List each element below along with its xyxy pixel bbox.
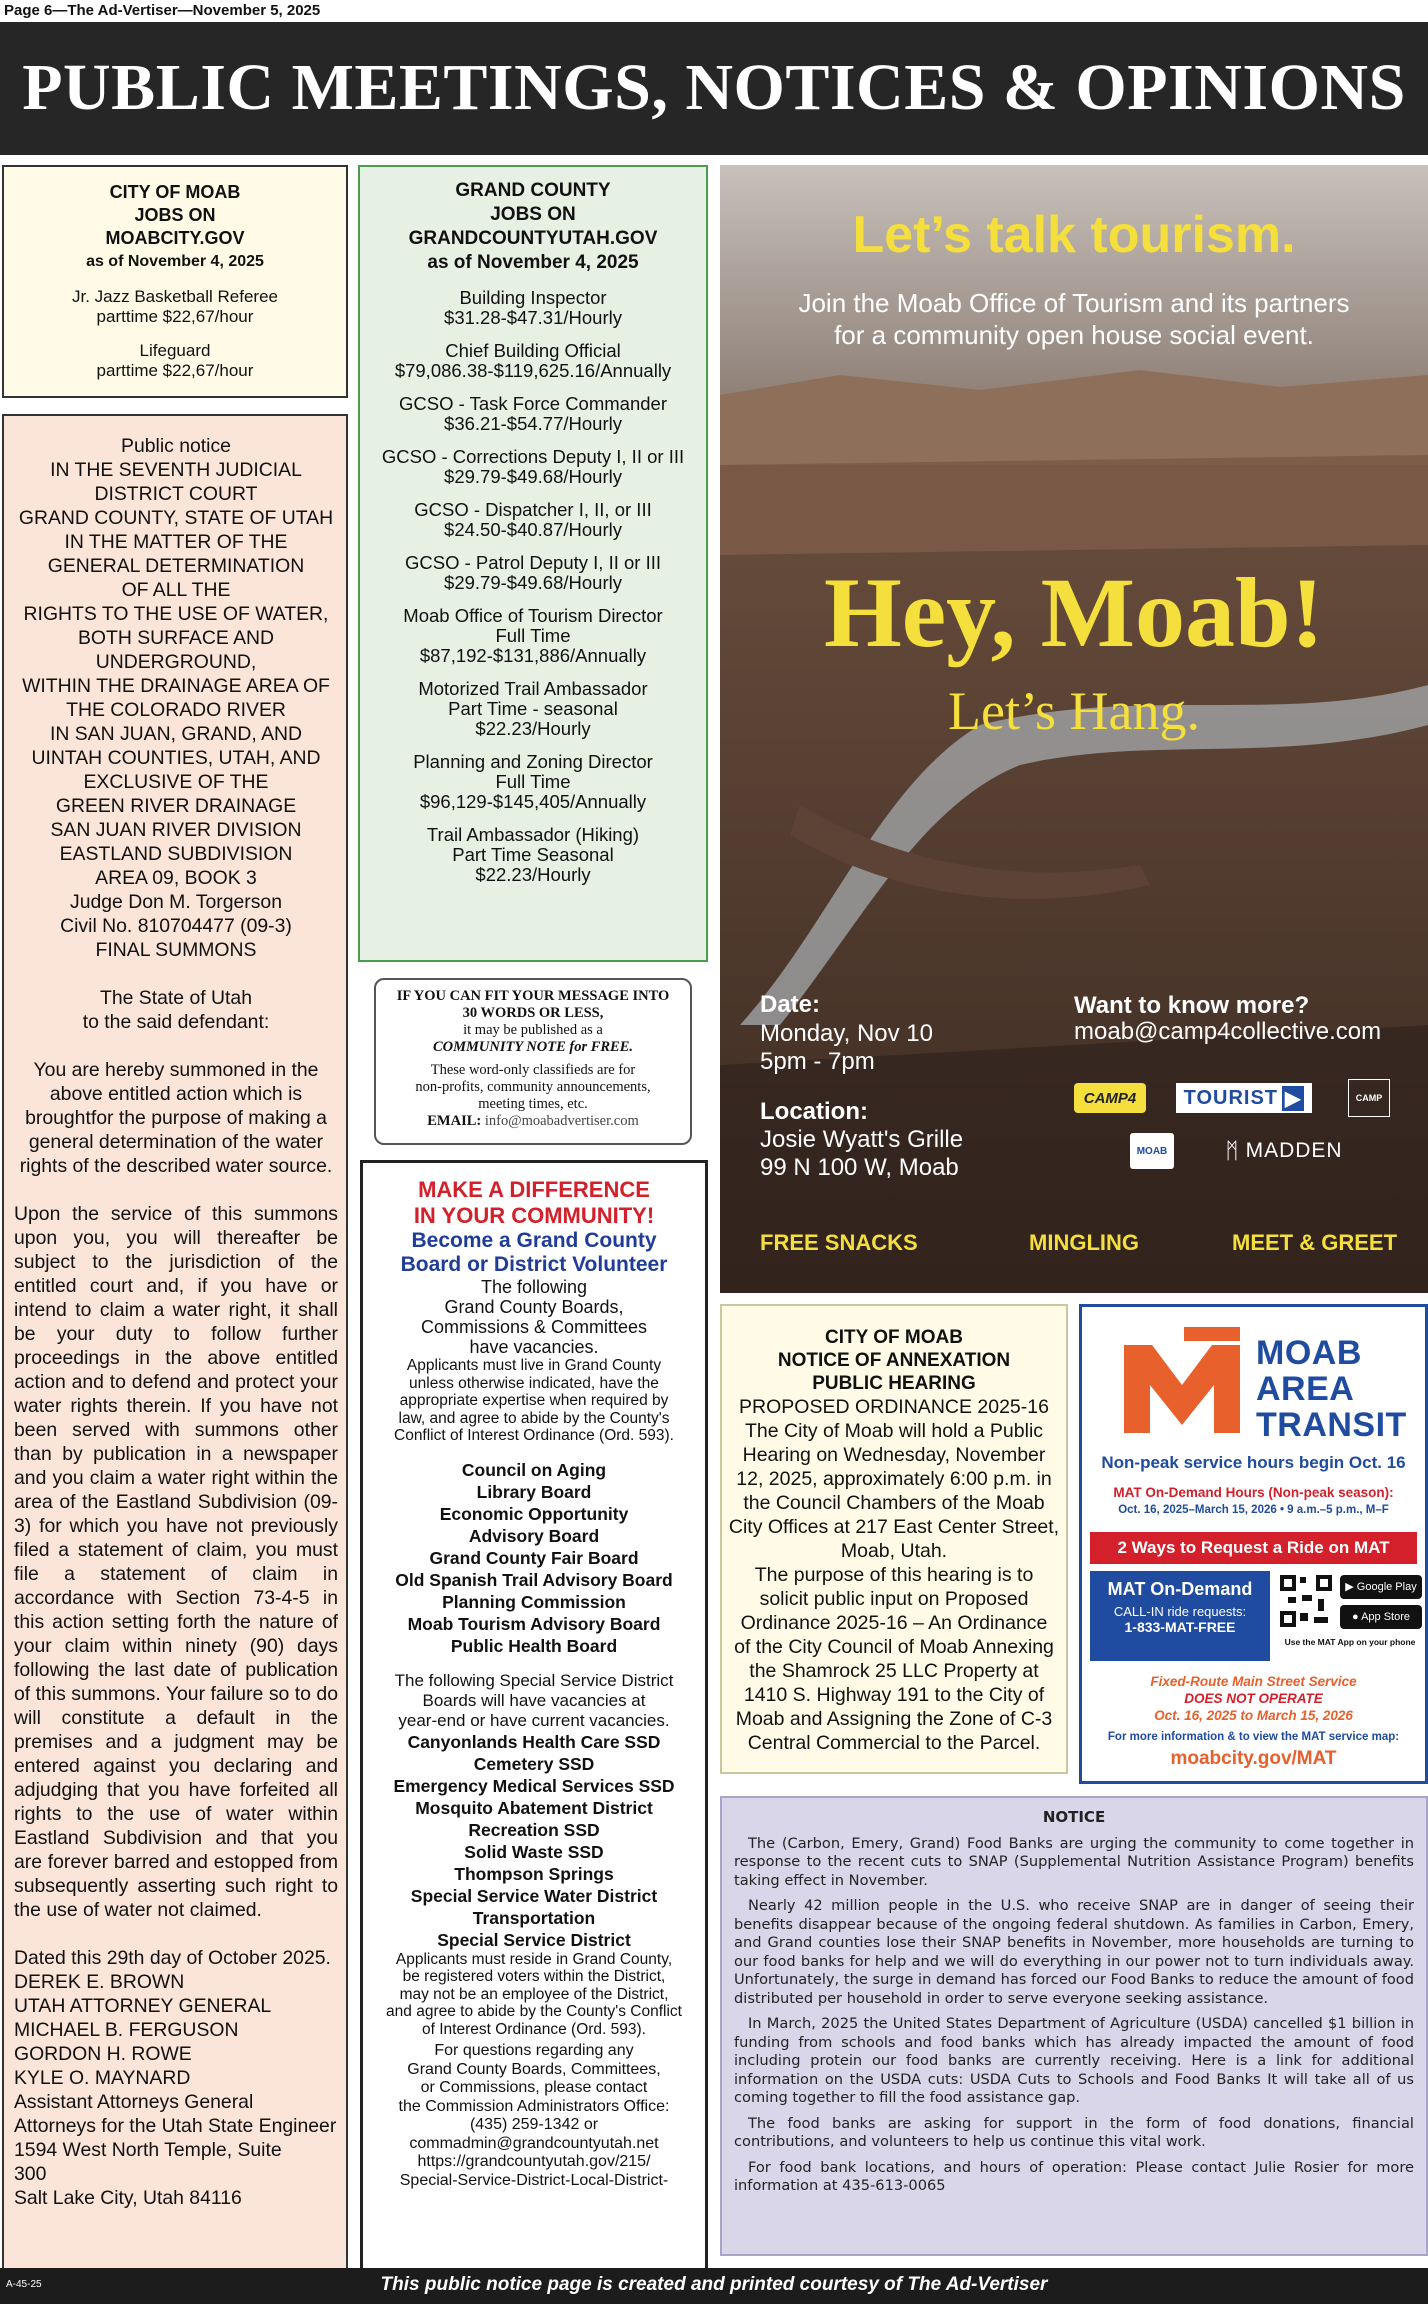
- ssd-requirement-line: Applicants must reside in Grand County,: [395, 1950, 673, 1968]
- page-title: PUBLIC MEETINGS, NOTICES & OPINIONS: [22, 51, 1406, 124]
- caption-line: OF ALL THE: [121, 579, 231, 601]
- ssd-name: Thompson Springs: [454, 1863, 614, 1884]
- community-note-details: [376, 1062, 690, 1113]
- event-date: [760, 1020, 933, 1076]
- purpose-line: of the City Council of Moab Annexing: [734, 1636, 1054, 1658]
- more-info-note: For more information & to view the MAT service map:: [1107, 1731, 1400, 1743]
- request-ride-banner: 2 Ways to Request a Ride on MAT: [1090, 1532, 1417, 1564]
- boards-requirement: [363, 1357, 705, 1445]
- moab-jobs-heading: [4, 181, 346, 273]
- feature-mingling: MINGLING: [1029, 1230, 1139, 1255]
- job-detail: $96,129-$145,405/Annually: [419, 791, 647, 812]
- section-header: [0, 22, 1428, 155]
- callin-phone[interactable]: 1-833-MAT-FREE: [1124, 1619, 1236, 1635]
- apple-icon: ●: [1351, 1611, 1362, 1623]
- ssd-intro-line: The following Special Service District: [394, 1670, 674, 1690]
- summons-purpose: You are hereby summoned in the above entitled action which is broughtfor the purpose of making a general determination of the water rights of the described water source.: [19, 1059, 333, 1177]
- moab-area-transit-ad: [1079, 1304, 1428, 1784]
- addressee-line: The State of Utah: [100, 987, 252, 1009]
- fixed-route-line: Oct. 16, 2025 to March 15, 2026: [1154, 1708, 1353, 1723]
- job-detail: $22.23/Hourly: [475, 864, 591, 885]
- job-detail: parttime $22,67/hour: [96, 307, 254, 326]
- ssd-name: Special Service District: [437, 1929, 631, 1950]
- job-title: Motorized Trail Ambassador: [418, 678, 648, 699]
- job-listing: [360, 679, 706, 739]
- address-line: 99 N 100 W, Moab: [760, 1154, 959, 1181]
- board-name: Grand County Fair Board: [429, 1547, 639, 1568]
- subheadline-line: for a community open house social event.: [834, 320, 1314, 350]
- signature-line: Salt Lake City, Utah 84116: [14, 2187, 242, 2209]
- tourist-logo-text: TOURIST: [1183, 1086, 1279, 1109]
- ssd-list: [363, 1731, 705, 1951]
- intro-line: Grand County Boards,: [444, 1297, 624, 1317]
- use-app-note: Use the MAT App on your phone: [1284, 1637, 1416, 1647]
- caption-line: AREA 09, BOOK 3: [95, 867, 257, 889]
- caption-line: GRAND COUNTY, STATE OF UTAH: [18, 507, 334, 529]
- mat-brand: [1256, 1335, 1407, 1443]
- board-name: Economic Opportunity: [439, 1503, 629, 1524]
- camp4-logo: CAMP4: [1074, 1083, 1146, 1113]
- fixed-route-line: Fixed-Route Main Street Service: [1150, 1674, 1357, 1689]
- signature-line: Attorneys for the Utah State Engineer: [14, 2115, 337, 2137]
- caption-line: RIGHTS TO THE USE OF WATER,: [23, 603, 329, 625]
- offer-line: COMMUNITY NOTE for FREE.: [432, 1039, 634, 1055]
- caption-line: GENERAL DETERMINATION: [47, 555, 305, 577]
- heading-line: GRAND COUNTY: [455, 180, 611, 201]
- caption-line: FINAL SUMMONS: [95, 939, 257, 961]
- board-name: Planning Commission: [442, 1591, 626, 1612]
- job-detail: Full Time: [495, 771, 571, 792]
- summons-body: Upon the service of this summons upon you, you will thereafter be subject to the jurisdiction of the entitled court and, if you have or intend to claim a water right, it shall be your duty to follow further proceedings in the above entitled action and to defend and protect your water rights therein. If you have not been served with summons other than by publication in a newspaper and you claim a water right within the area of the Eastland Subdivision (09-3) for which you have not previously filed a statement of claim, you must file a statement of claim in accordance with Section 73-4-5 in this action setting forth the nature of your claim within ninety (90) days following the last date of publication of this summons. Your failure so to do will constitute a default in the premises and a judgment may be entered against you declaring and adjudging that you have forfeited all rights to the use of water within Eastland Subdivision and that you are forever barred and estopped from subsequently asserting such right to the use of water not claimed.: [14, 1203, 338, 1921]
- job-title: Moab Office of Tourism Director: [403, 605, 663, 626]
- ssd-name: Cemetery SSD: [473, 1753, 595, 1774]
- annexation-hearing-notice: [720, 1304, 1068, 1774]
- summons-addressee: [14, 986, 338, 1034]
- notice-paragraph: Nearly 42 million people in the U.S. who receive SNAP are in danger of seeing their benefits disappear because of the ongoing federal shutdown. As families in Carbon, Emery, and Grand counties lose their SNAP benefits in November, more households are turning to our food banks for help and we will do everything in our power not to turn individuals away. Unfortunately, the surge in demand has forced our Food Banks to reduce the amount of food distributed per household in order to serve everyone seeking assistance.: [734, 1897, 1414, 2007]
- caption-line: EXCLUSIVE OF THE: [83, 771, 269, 793]
- ssd-name: Special Service Water District: [410, 1885, 658, 1906]
- board-name: Old Spanish Trail Advisory Board: [395, 1569, 673, 1590]
- heading-line: NOTICE OF ANNEXATION: [777, 1350, 1011, 1371]
- signature-line: Assistant Attorneys General: [14, 2091, 254, 2113]
- heading-line: GRANDCOUNTYUTAH.GOV: [408, 228, 658, 249]
- job-listing: [360, 341, 706, 381]
- job-listing: [4, 287, 346, 327]
- caption-line: IN THE MATTER OF THE: [64, 531, 288, 553]
- ordinance-number: PROPOSED ORDINANCE 2025-16: [739, 1396, 1049, 1418]
- job-title: GCSO - Dispatcher I, II, or III: [414, 499, 652, 520]
- notice-title: NOTICE: [1042, 1808, 1106, 1826]
- email-link[interactable]: info@moabadvertiser.com: [484, 1113, 639, 1129]
- mat-logo-mark: [1122, 1325, 1242, 1435]
- ondemand-hours: Oct. 16, 2025–March 15, 2026 • 9 a.m.–5 p.m., M–F: [1118, 1504, 1389, 1516]
- caption-line: BOTH SURFACE AND: [77, 627, 275, 649]
- job-listing: [360, 447, 706, 487]
- caption-line: IN THE SEVENTH JUDICIAL: [50, 459, 302, 481]
- requirement-line: law, and agree to abide by the County's: [398, 1409, 670, 1427]
- intro-line: The following: [480, 1277, 588, 1297]
- heading-line: PUBLIC HEARING: [812, 1373, 976, 1394]
- requirement-line: Conflict of Interest Ordinance (Ord. 593).: [394, 1427, 674, 1444]
- mat-url-link[interactable]: moabcity.gov/MAT: [1170, 1748, 1337, 1769]
- madden-logo-text: MADDEN: [1245, 1139, 1343, 1162]
- annexation-heading: [722, 1326, 1066, 1395]
- brand-line: TRANSIT: [1256, 1406, 1407, 1444]
- purpose-line: The purpose of this hearing is to: [754, 1564, 1034, 1586]
- notice-paragraph: The (Carbon, Emery, Grand) Food Banks are urging the community to come together in response to the recent cuts to SNAP (Supplemental Nutrition Assistance Program) benefits taking effect in November.: [734, 1834, 1414, 1889]
- caption-line: GREEN RIVER DRAINAGE: [55, 795, 297, 817]
- contact-line: the Commission Administrators Office:: [398, 2097, 670, 2115]
- subhead-line: Become a Grand County: [411, 1229, 657, 1252]
- fixed-route-line: DOES NOT OPERATE: [1184, 1691, 1323, 1706]
- details-line: The City of Moab will hold a Public: [744, 1420, 1044, 1442]
- offer-line: it may be published as a: [463, 1022, 603, 1038]
- ssd-requirement-line: may not be an employee of the District,: [399, 1985, 669, 2003]
- details-line: Moab, Utah.: [840, 1540, 948, 1562]
- job-detail: $22.23/Hourly: [475, 718, 591, 739]
- community-note-email: [376, 1113, 690, 1130]
- community-note-box: [374, 978, 692, 1145]
- ssd-name: Transportation: [472, 1907, 596, 1928]
- job-detail: Part Time - seasonal: [448, 698, 618, 719]
- purpose-line: Moab and Assigning the Zone of C-3: [735, 1708, 1053, 1730]
- contact-line: or Commissions, please contact: [420, 2079, 648, 2096]
- contact-line: For questions regarding any: [434, 2042, 634, 2059]
- volunteer-subhead: [363, 1229, 705, 1277]
- feature-meet-greet: MEET & GREET: [1232, 1230, 1398, 1255]
- heading-date: as of November 4, 2025: [427, 252, 639, 273]
- caption-line: Public notice: [121, 435, 231, 457]
- job-title: Lifeguard: [139, 341, 211, 360]
- job-title: Chief Building Official: [445, 340, 621, 361]
- signature-line: GORDON H. ROWE: [14, 2043, 192, 2065]
- fixed-route-notice: [1082, 1673, 1425, 1724]
- madden-logo: [1214, 1135, 1354, 1167]
- headline-line: IN YOUR COMMUNITY!: [413, 1203, 655, 1228]
- requirement-line: unless otherwise indicated, have the: [409, 1374, 659, 1392]
- caption-line: THE COLORADO RIVER: [66, 699, 286, 721]
- signature-line: 300: [14, 2163, 47, 2185]
- purpose-line: solicit public input on Proposed: [759, 1588, 1029, 1610]
- detail-line: These word-only classifieds are for: [430, 1062, 636, 1078]
- boards-list: [363, 1459, 705, 1657]
- details-line: City Offices at 217 East Center Street,: [728, 1516, 1060, 1538]
- caption-line: UNDERGROUND,: [95, 651, 257, 673]
- caption-line: UINTAH COUNTIES, UTAH, AND: [31, 747, 321, 769]
- job-detail: Full Time: [495, 625, 571, 646]
- google-play-label: Google Play: [1356, 1581, 1417, 1593]
- job-detail: Part Time Seasonal: [452, 844, 614, 865]
- signature-line: DEREK E. BROWN: [14, 1971, 185, 1993]
- job-title: Jr. Jazz Basketball Referee: [72, 287, 278, 306]
- ssd-requirement-line: be registered voters within the District,: [402, 1968, 666, 1985]
- board-name: Library Board: [476, 1481, 592, 1502]
- gc-jobs-heading: [360, 179, 706, 275]
- offer-line: IF YOU CAN FIT YOUR MESSAGE INTO: [396, 988, 670, 1004]
- signature-line: MICHAEL B. FERGUSON: [14, 2019, 239, 2041]
- page-footer: [0, 2268, 1428, 2304]
- heading-line: MOABCITY.GOV: [105, 228, 245, 248]
- ssd-contact: [363, 2042, 705, 2190]
- signature-line: UTAH ATTORNEY GENERAL: [14, 1995, 272, 2017]
- signature-line: 1594 West North Temple, Suite: [14, 2139, 282, 2161]
- final-summons-notice: [2, 414, 348, 2294]
- location-label: Location:: [760, 1098, 868, 1125]
- notice-paragraph: For food bank locations, and hours of operation: Please contact Julie Rosier for more information at 435-613-0065: [734, 2158, 1414, 2194]
- madden-mark-icon: ᛗ: [1225, 1138, 1240, 1163]
- tourism-headline: Let’s talk tourism.: [852, 206, 1296, 264]
- hey-moab-title: Hey, Moab!: [824, 557, 1324, 668]
- moab-jobs-box: [2, 165, 348, 398]
- food-bank-notice: [720, 1796, 1428, 2256]
- caption-line: DISTRICT COURT: [94, 483, 258, 505]
- hearing-purpose: [722, 1563, 1066, 1755]
- app-store-label: App Store: [1361, 1611, 1410, 1623]
- job-listing: [360, 288, 706, 328]
- board-name: Moab Tourism Advisory Board: [407, 1613, 661, 1634]
- arrow-icon: ▶: [1282, 1086, 1304, 1111]
- offer-line: 30 WORDS OR LESS,: [462, 1005, 604, 1021]
- qr-code-icon[interactable]: [1278, 1573, 1334, 1629]
- tourist-logo: [1176, 1083, 1312, 1113]
- page-folio: Page 6—The Ad-Vertiser—November 5, 2025: [4, 2, 321, 19]
- footer-credit: This public notice page is created and printed courtesy of The Ad-Vertiser: [380, 2274, 1048, 2295]
- job-listing: [360, 394, 706, 434]
- ssd-intro: [363, 1671, 705, 1731]
- details-line: the Council Chambers of the Moab: [743, 1492, 1045, 1514]
- time-line: 5pm - 7pm: [760, 1048, 875, 1075]
- job-detail: parttime $22,67/hour: [96, 361, 254, 380]
- intro-line: have vacancies.: [469, 1337, 599, 1357]
- lets-hang-title: Let’s Hang.: [948, 681, 1200, 741]
- job-title: Planning and Zoning Director: [413, 751, 653, 772]
- job-detail: $36.21-$54.77/Hourly: [444, 413, 622, 434]
- ssd-requirement: [363, 1951, 705, 2039]
- signature-line: Dated this 29th day of October 2025.: [14, 1947, 331, 1969]
- job-detail: $29.79-$49.68/Hourly: [444, 466, 622, 487]
- contact-line: Special-Service-District-Local-District-: [399, 2171, 669, 2189]
- ssd-requirement-line: of Interest Ordinance (Ord. 593).: [422, 2020, 646, 2038]
- venue-line: Josie Wyatt's Grille: [760, 1126, 964, 1153]
- notice-paragraph: The food banks are asking for support in the form of food donations, financial contributions, and volunteers to help us continue this vital work.: [734, 2114, 1414, 2150]
- board-name: Public Health Board: [450, 1635, 618, 1656]
- caption-line: EASTLAND SUBDIVISION: [59, 843, 293, 865]
- brand-line: AREA: [1256, 1370, 1355, 1408]
- purpose-line: Central Commercial to the Parcel.: [747, 1732, 1041, 1754]
- grand-county-jobs-box: [358, 165, 708, 962]
- gc-jobs-list: [360, 288, 706, 885]
- camp-stories-logo: CAMP: [1348, 1079, 1390, 1117]
- ssd-name: Canyonlands Health Care SSD: [407, 1731, 661, 1752]
- caption-line: WITHIN THE DRAINAGE AREA OF: [22, 675, 330, 697]
- boards-intro: [363, 1277, 705, 1357]
- callin-label: CALL-IN ride requests:: [1113, 1604, 1247, 1619]
- job-detail: $31.28-$47.31/Hourly: [444, 307, 622, 328]
- date-label: Date:: [760, 991, 821, 1018]
- brand-line: MOAB: [1256, 1334, 1362, 1372]
- email-label: EMAIL:: [427, 1113, 482, 1129]
- tourism-open-house-ad: [720, 165, 1428, 1293]
- details-line: Hearing on Wednesday, November: [742, 1444, 1046, 1466]
- detail-line: meeting times, etc.: [478, 1096, 588, 1112]
- summons-caption: [14, 434, 338, 962]
- job-title: GCSO - Patrol Deputy I, II or III: [405, 552, 661, 573]
- job-title: Building Inspector: [459, 287, 607, 308]
- job-detail: $24.50-$40.87/Hourly: [444, 519, 622, 540]
- intro-line: Commissions & Committees: [420, 1317, 648, 1337]
- ondemand-hours-label: MAT On-Demand Hours (Non-peak season):: [1113, 1485, 1394, 1500]
- job-listing: [4, 341, 346, 381]
- community-note-offer: [376, 988, 690, 1056]
- ssd-name: Recreation SSD: [468, 1819, 600, 1840]
- volunteer-boards-box: [360, 1160, 708, 2292]
- contact-line: commadmin@grandcountyutah.net: [409, 2134, 659, 2152]
- heading-line: JOBS ON: [134, 205, 216, 225]
- addressee-line: to the said defendant:: [82, 1011, 270, 1033]
- job-listing: [360, 553, 706, 593]
- footer-code: A-45-25: [6, 2279, 42, 2290]
- caption-line: Judge Don M. Torgerson: [70, 891, 282, 913]
- more-info-email[interactable]: moab@camp4collective.com: [1074, 1018, 1382, 1045]
- app-store-button[interactable]: [1340, 1605, 1422, 1629]
- play-icon: ▶: [1345, 1581, 1357, 1593]
- heading-line: CITY OF MOAB: [109, 182, 241, 202]
- date-line: Monday, Nov 10: [760, 1020, 933, 1047]
- caption-line: SAN JUAN RIVER DIVISION: [50, 819, 302, 841]
- job-title: GCSO - Corrections Deputy I, II or III: [381, 446, 685, 467]
- signature-line: KYLE O. MAYNARD: [14, 2067, 191, 2089]
- subhead-line: Board or District Volunteer: [400, 1253, 668, 1276]
- board-name: Advisory Board: [468, 1525, 600, 1546]
- feature-free-snacks: FREE SNACKS: [760, 1230, 918, 1255]
- event-location: [760, 1126, 963, 1182]
- board-name: Council on Aging: [461, 1459, 607, 1480]
- job-title: Trail Ambassador (Hiking): [426, 824, 640, 845]
- nonpeak-notice: Non-peak service hours begin Oct. 16: [1101, 1453, 1406, 1472]
- job-detail: $87,192-$131,886/Annually: [419, 645, 647, 666]
- caption-line: IN SAN JUAN, GRAND, AND: [49, 723, 303, 745]
- ssd-name: Emergency Medical Services SSD: [393, 1775, 675, 1796]
- job-detail: $79,086.38-$119,625.16/Annually: [394, 360, 672, 381]
- job-listing: [360, 500, 706, 540]
- ssd-intro-line: Boards will have vacancies at: [422, 1690, 646, 1710]
- ondemand-title: MAT On-Demand: [1107, 1579, 1253, 1599]
- ssd-intro-line: year-end or have current vacancies.: [398, 1710, 670, 1730]
- heading-line: CITY OF MOAB: [825, 1327, 963, 1348]
- ssd-name: Mosquito Abatement District: [415, 1797, 653, 1818]
- hearing-details: [722, 1419, 1066, 1563]
- google-play-button[interactable]: [1340, 1575, 1422, 1599]
- job-title: GCSO - Task Force Commander: [399, 393, 667, 414]
- contact-line: Grand County Boards, Committees,: [407, 2060, 661, 2078]
- requirement-line: Applicants must live in Grand County: [406, 1357, 662, 1374]
- ssd-name: Solid Waste SSD: [464, 1841, 604, 1862]
- caption-line: Civil No. 810704477 (09-3): [60, 915, 292, 937]
- tourism-subheadline: [720, 287, 1428, 351]
- purpose-line: 1410 S. Highway 191 to the City of: [743, 1684, 1045, 1706]
- job-listing: [360, 606, 706, 666]
- subheadline-line: Join the Moab Office of Tourism and its partners: [798, 288, 1350, 318]
- ssd-requirement-line: and agree to abide by the County's Conflict: [386, 2003, 682, 2020]
- details-line: 12, 2025, approximately 6:00 p.m. in: [736, 1468, 1052, 1490]
- contact-line: https://grandcountyutah.gov/215/: [417, 2153, 651, 2170]
- more-info-label: Want to know more?: [1074, 992, 1310, 1019]
- ondemand-callin-box: [1090, 1571, 1270, 1661]
- requirement-line: appropriate expertise when required by: [399, 1392, 669, 1409]
- job-detail: $29.79-$49.68/Hourly: [444, 572, 622, 593]
- headline-line: MAKE A DIFFERENCE: [418, 1177, 650, 1202]
- job-listing: [360, 752, 706, 812]
- summons-signature: [14, 1946, 338, 2210]
- difference-headline: [363, 1177, 705, 1229]
- moab-logo: MOAB: [1130, 1133, 1174, 1169]
- purpose-line: Ordinance 2025-16 – An Ordinance: [740, 1612, 1048, 1634]
- purpose-line: the Shamrock 25 LLC Property at: [749, 1660, 1039, 1682]
- heading-date: as of November 4, 2025: [86, 253, 264, 270]
- job-listing: [360, 825, 706, 885]
- heading-line: JOBS ON: [490, 204, 576, 225]
- detail-line: non-profits, community announcements,: [415, 1079, 651, 1095]
- notice-paragraph: In March, 2025 the United States Department of Agriculture (USDA) cancelled $1 billion in funding from schools and food banks which has already impacted the amount of food including protein our food banks are currently receiving. Here is a link for additional information on the USDA cuts: USDA Cuts to Schools and Food Banks It will take all of us coming together to fill the food assistance gap.: [734, 2015, 1414, 2106]
- contact-line: (435) 259-1342 or: [469, 2116, 599, 2133]
